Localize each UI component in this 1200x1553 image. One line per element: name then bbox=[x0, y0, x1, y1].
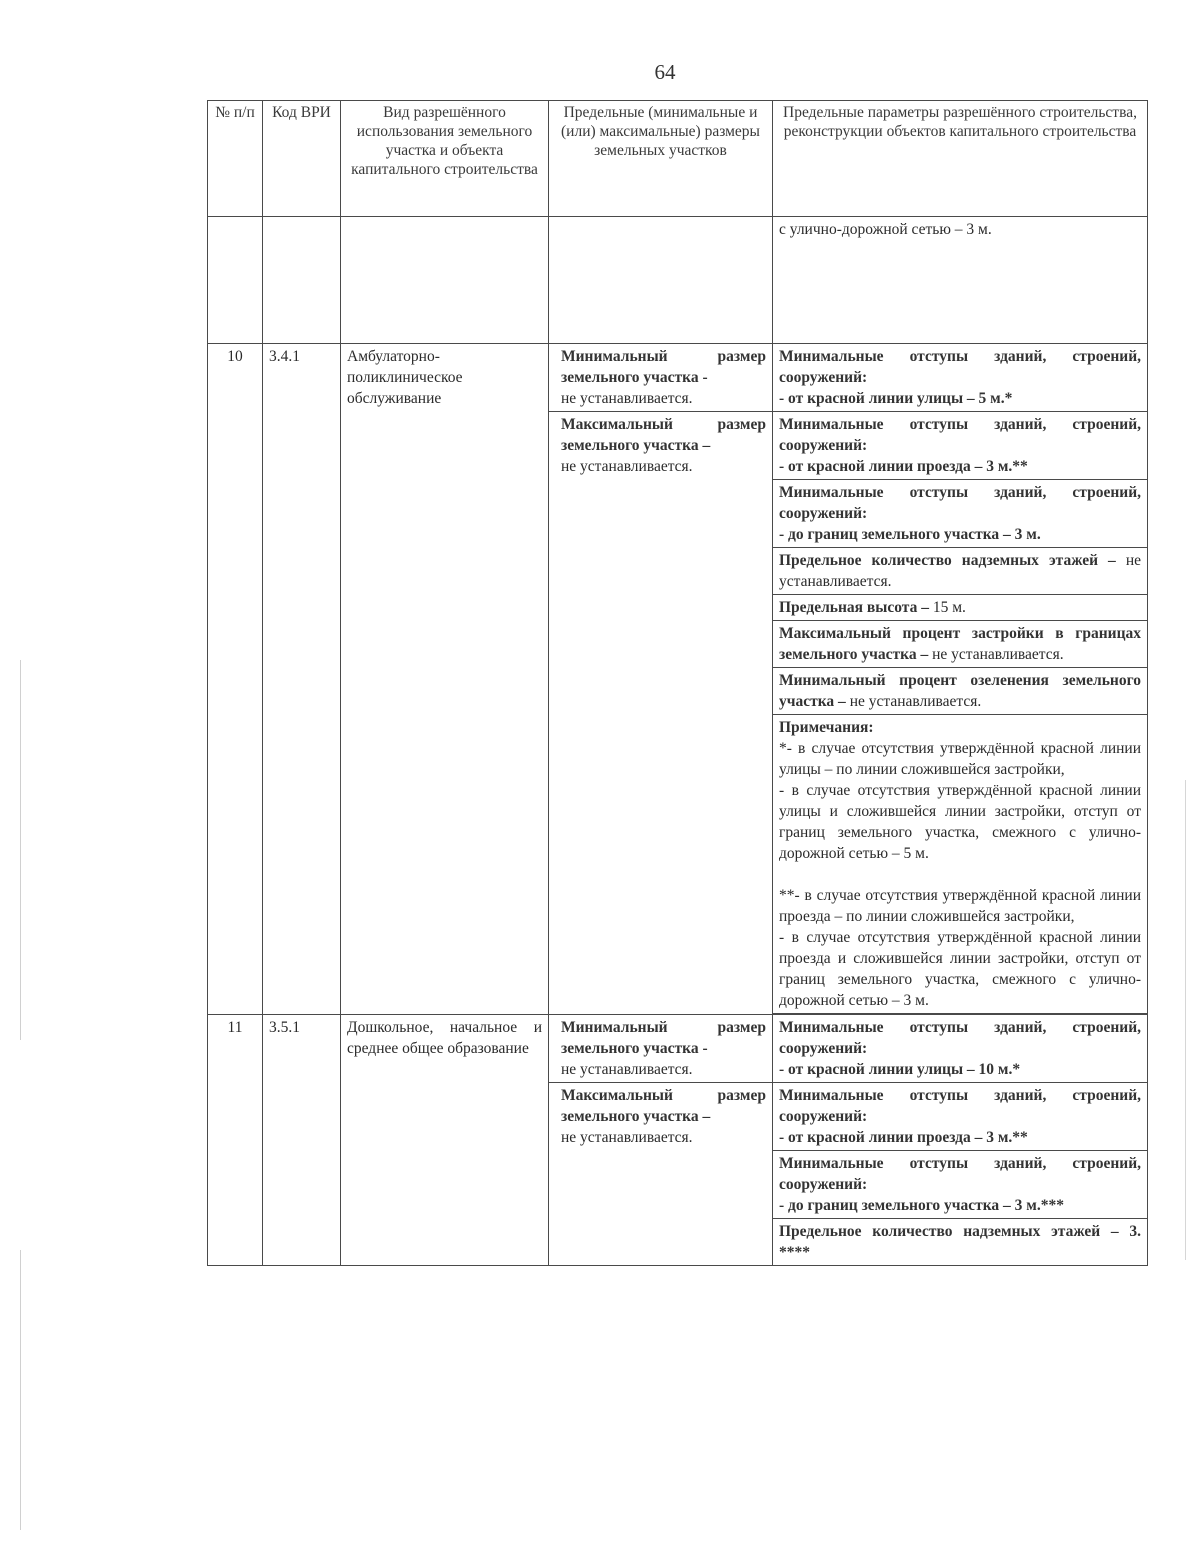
max-size-value: не устанавливается. bbox=[561, 458, 693, 475]
scan-artifact bbox=[20, 1250, 21, 1530]
params-tail: с улично-дорожной сетью – 3 м. bbox=[773, 217, 1148, 344]
max-size-cell bbox=[549, 412, 773, 1015]
min-size-title: Минимальный размер земельного участка - bbox=[561, 1019, 766, 1057]
continuation-row bbox=[208, 217, 1148, 344]
header-code: Код ВРИ bbox=[263, 101, 341, 217]
min-size-cell bbox=[549, 1015, 773, 1083]
row-kind: Амбулаторно-поликлиническое обслуживание bbox=[341, 344, 549, 1015]
min-size-value: не устанавливается. bbox=[561, 390, 693, 407]
min-size-cell bbox=[549, 344, 773, 412]
regulations-table bbox=[207, 100, 1148, 1266]
param-cell: Предельное количество надземных этажей – 3. **** bbox=[773, 1219, 1148, 1266]
notes-title: Примечания: bbox=[779, 719, 874, 736]
max-size-title: Максимальный размер земельного участка – bbox=[561, 1087, 766, 1125]
param-cell: Максимальный процент застройки в границах земельного участка – не устанавливается. bbox=[773, 621, 1148, 668]
scan-artifact bbox=[1185, 780, 1186, 1260]
max-size-title: Максимальный размер земельного участка – bbox=[561, 416, 766, 454]
scan-artifact bbox=[20, 660, 21, 1040]
param-cell: Минимальные отступы зданий, строений, сооружений: - до границ земельного участка – 3 м. bbox=[773, 480, 1148, 548]
table-row-10 bbox=[208, 344, 1148, 412]
max-size-cell bbox=[549, 1083, 773, 1266]
header-params: Предельные параметры разрешённого строительства, реконструкции объектов капитального строительства bbox=[773, 101, 1148, 217]
param-cell: Предельная высота – 15 м. bbox=[773, 595, 1148, 621]
row-code: 3.4.1 bbox=[263, 344, 341, 1015]
max-size-value: не устанавливается. bbox=[561, 1129, 693, 1146]
page-number: 64 bbox=[654, 60, 676, 84]
row-code: 3.5.1 bbox=[263, 1015, 341, 1266]
note: - в случае отсутствия утверждённой красной линии улицы и сложившейся линии застройки, отступ от границ земельного участка, смежного с улично-дорожной сетью – 5 м. bbox=[779, 782, 1141, 862]
param-cell: Минимальные отступы зданий, строений, сооружений: - от красной линии улицы – 10 м.* bbox=[773, 1015, 1148, 1083]
header-kind: Вид разрешённого использования земельного участка и объекта капитального строительства bbox=[341, 101, 549, 217]
header-num: № п/п bbox=[208, 101, 263, 217]
min-size-title: Минимальный размер земельного участка - bbox=[561, 348, 766, 386]
param-cell: Минимальный процент озеленения земельного участка – не устанавливается. bbox=[773, 668, 1148, 715]
param-cell: Предельное количество надземных этажей – не устанавливается. bbox=[773, 548, 1148, 595]
header-size: Предельные (минимальные и (или) максимальные) размеры земельных участков bbox=[549, 101, 773, 217]
table-header-row bbox=[208, 101, 1148, 217]
param-cell: Минимальные отступы зданий, строений, сооружений: - от красной линии проезда – 3 м.** bbox=[773, 412, 1148, 480]
note: *- в случае отсутствия утверждённой красной линии улицы – по линии сложившейся застройки, bbox=[779, 740, 1141, 778]
min-size-value: не устанавливается. bbox=[561, 1061, 693, 1078]
note: - в случае отсутствия утверждённой красной линии проезда и сложившейся линии застройки, отступ от границ земельного участка, смежного с улично-дорожной сетью – 3 м. bbox=[779, 929, 1141, 1009]
table-row-11 bbox=[208, 1015, 1148, 1083]
param-cell: Минимальные отступы зданий, строений, сооружений: - до границ земельного участка – 3 м.*** bbox=[773, 1151, 1148, 1219]
row-kind: Дошкольное, начальное и среднее общее образование bbox=[341, 1015, 549, 1266]
param-cell: Минимальные отступы зданий, строений, сооружений: - от красной линии проезда – 3 м.** bbox=[773, 1083, 1148, 1151]
param-cell: Минимальные отступы зданий, строений, сооружений: - от красной линии улицы – 5 м.* bbox=[773, 344, 1148, 412]
notes-cell bbox=[773, 715, 1148, 1014]
row-number: 10 bbox=[208, 344, 263, 1015]
note: **- в случае отсутствия утверждённой красной линии проезда – по линии сложившейся застройки, bbox=[779, 887, 1141, 925]
row-number: 11 bbox=[208, 1015, 263, 1266]
